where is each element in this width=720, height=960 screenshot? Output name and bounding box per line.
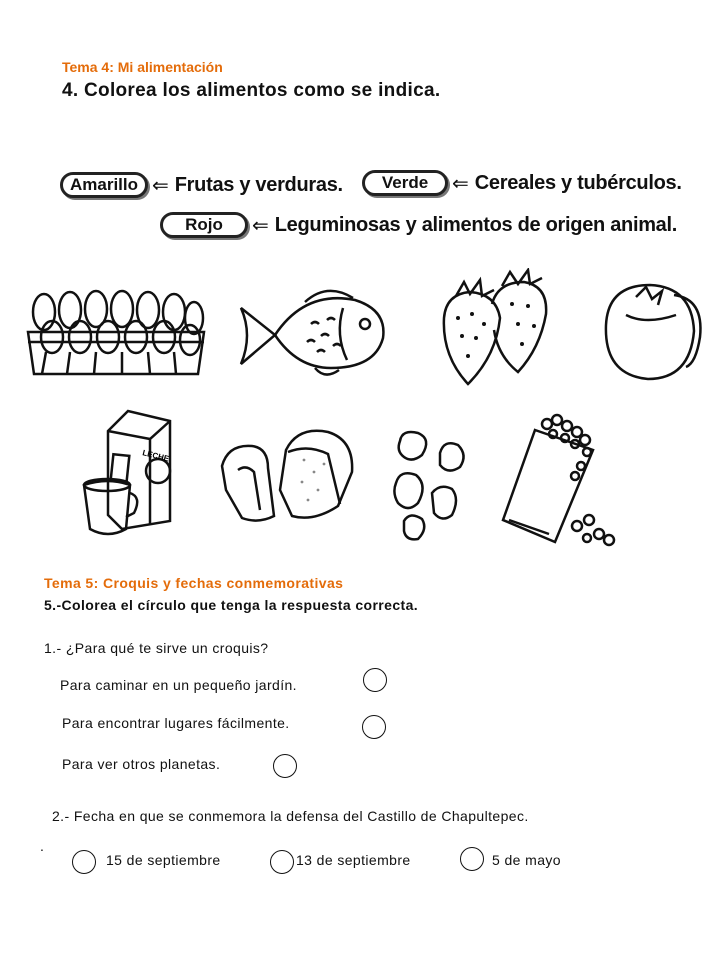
legend-yellow <box>60 170 343 200</box>
eggs-carton-icon <box>22 282 210 382</box>
answer-circle[interactable] <box>270 850 294 874</box>
legend-color-red: Rojo <box>160 212 248 238</box>
title-text: 4. Colorea los alimentos como se indica <box>62 80 435 101</box>
q1-option-3: Para ver otros planetas. <box>62 756 221 772</box>
q2-option-3: 5 de mayo <box>492 852 561 868</box>
answer-circle[interactable] <box>363 668 387 692</box>
pencil-arrow-icon: ⇐ <box>252 214 269 237</box>
svg-text:LECHE: LECHE <box>141 448 171 464</box>
q2-option-2: 13 de septiembre <box>296 852 411 868</box>
answer-circle[interactable] <box>72 850 96 874</box>
milk-carton-cup-icon <box>78 405 178 545</box>
q1-option-2: Para encontrar lugares fácilmente. <box>62 715 290 731</box>
tema4-label: Tema 4: Mi alimentación <box>62 59 223 75</box>
q2-option-1: 15 de septiembre <box>106 852 221 868</box>
q1-option-1: Para caminar en un pequeño jardín. <box>60 677 297 693</box>
pencil-arrow-icon: ⇐ <box>452 172 469 195</box>
legend-red <box>160 210 677 240</box>
question-1: 1.- ¿Para qué te sirve un croquis? <box>44 640 269 656</box>
answer-circle[interactable] <box>362 715 386 739</box>
title-dot: . <box>434 80 441 101</box>
strawberries-icon <box>438 268 553 388</box>
fish-icon <box>235 280 395 380</box>
beans-icon <box>388 425 478 545</box>
legend-green <box>362 168 682 198</box>
popcorn-bag-icon <box>495 410 625 560</box>
instruction-5: 5.-Colorea el círculo que tenga la respuesta correcta. <box>44 597 419 613</box>
answer-circle[interactable] <box>460 847 484 871</box>
pencil-arrow-icon: ⇐ <box>152 174 169 197</box>
question-2: 2.- Fecha en que se conmemora la defensa del Castillo de Chapultepec. <box>52 808 529 824</box>
legend-category-red: Leguminosas y alimentos de origen animal. <box>274 213 678 236</box>
stray-dot: . <box>40 838 44 854</box>
page-title <box>62 80 440 102</box>
tomato-icon <box>596 275 706 385</box>
legend-category-yellow: Frutas y verduras. <box>174 173 343 196</box>
legend-category-green: Cereales y tubérculos. <box>474 171 682 194</box>
tema5-label: Tema 5: Croquis y fechas conmemorativas <box>44 575 344 591</box>
legend-color-yellow: Amarillo <box>60 172 148 198</box>
answer-circle[interactable] <box>273 754 297 778</box>
bread-loaf-icon <box>218 420 358 530</box>
legend-color-green: Verde <box>362 170 448 196</box>
